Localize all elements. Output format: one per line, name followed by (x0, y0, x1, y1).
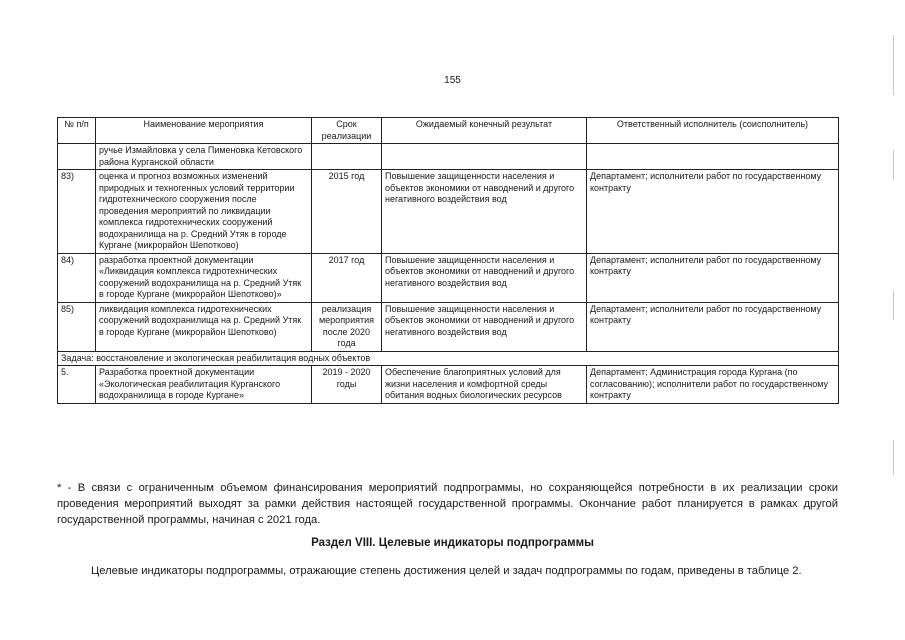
body-paragraph: Целевые индикаторы подпрограммы, отражающие степень достижения целей и задач подпрограммы по годам, приведены в таблице 2. (91, 565, 802, 577)
table-row (58, 170, 839, 254)
scan-edge-mark (893, 35, 894, 95)
cell-name: ручье Измайловка у села Пименовка Кетовского района Курганской области (96, 144, 312, 170)
scan-edge-mark (893, 440, 894, 475)
cell-term (312, 144, 382, 170)
cell-name: ликвидация комплекса гидротехнических сооружений водохранилища на р. Средний Утяк в городе Кургане (микрорайон Шепотково) (96, 302, 312, 351)
cell-num: 83) (58, 170, 96, 254)
table-row (58, 366, 839, 404)
table-row (58, 253, 839, 302)
table-row (58, 144, 839, 170)
header-executor: Ответственный исполнитель (соисполнитель) (587, 118, 839, 144)
cell-executor: Департамент; Администрация города Кургана (по согласованию); исполнители работ по государственному контракту (587, 366, 839, 404)
table-row (58, 302, 839, 351)
cell-result: Повышение защищенности населения и объектов экономики от наводнений и другого негативного воздействия вод (382, 253, 587, 302)
activities-table (57, 117, 839, 404)
scan-edge-mark (893, 150, 894, 180)
cell-executor (587, 144, 839, 170)
footnote: * - В связи с ограниченным объемом финансирования мероприятий подпрограммы, но сохраняющейся потребности в их реализации сроки проведения мероприятий выходят за рамки действия настоящей государственной программы. Окончание работ планируется в рамках другой государственной программы, начиная с 2021 года. (57, 482, 838, 526)
cell-result: Повышение защищенности населения и объектов экономики от наводнений и другого негативного воздействия вод (382, 302, 587, 351)
cell-term: 2017 год (312, 253, 382, 302)
cell-result: Повышение защищенности населения и объектов экономики от наводнений и другого негативного воздействия вод (382, 170, 587, 254)
cell-term: реализация мероприятия после 2020 года (312, 302, 382, 351)
cell-executor: Департамент; исполнители работ по государственному контракту (587, 302, 839, 351)
cell-num (58, 144, 96, 170)
cell-executor: Департамент; исполнители работ по государственному контракту (587, 253, 839, 302)
header-num: № п/п (58, 118, 96, 144)
cell-executor: Департамент; исполнители работ по государственному контракту (587, 170, 839, 254)
task-cell: Задача: восстановление и экологическая реабилитация водных объектов (58, 351, 839, 366)
cell-num: 85) (58, 302, 96, 351)
header-result: Ожидаемый конечный результат (382, 118, 587, 144)
cell-name: Разработка проектной документации «Экологическая реабилитация Курганского водохранилища в городе Кургане» (96, 366, 312, 404)
table-header-row (58, 118, 839, 144)
cell-name: разработка проектной документации «Ликвидация комплекса гидротехнических сооружений водохранилища на р. Средний Утяк в городе Кургане (микрорайон Шепотково)» (96, 253, 312, 302)
cell-num: 5. (58, 366, 96, 404)
cell-result: Обеспечение благоприятных условий для жизни населения и комфортной среды обитания водных биологических ресурсов (382, 366, 587, 404)
cell-term: 2015 год (312, 170, 382, 254)
cell-num: 84) (58, 253, 96, 302)
section-title: Раздел VIII. Целевые индикаторы подпрограммы (311, 537, 594, 549)
cell-name: оценка и прогноз возможных изменений природных и техногенных условий территории гидротехнического сооружения после проведения мероприятий по ликвидации комплекса гидротехнических сооружений водохранилища на р. Средний Утяк в городе Кургане (микрорайон Шепотково) (96, 170, 312, 254)
header-term: Срок реализации (312, 118, 382, 144)
page-number: 155 (444, 75, 461, 86)
header-name: Наименование мероприятия (96, 118, 312, 144)
scan-edge-mark (893, 290, 894, 320)
cell-result (382, 144, 587, 170)
task-row (58, 351, 839, 366)
cell-term: 2019 - 2020 годы (312, 366, 382, 404)
